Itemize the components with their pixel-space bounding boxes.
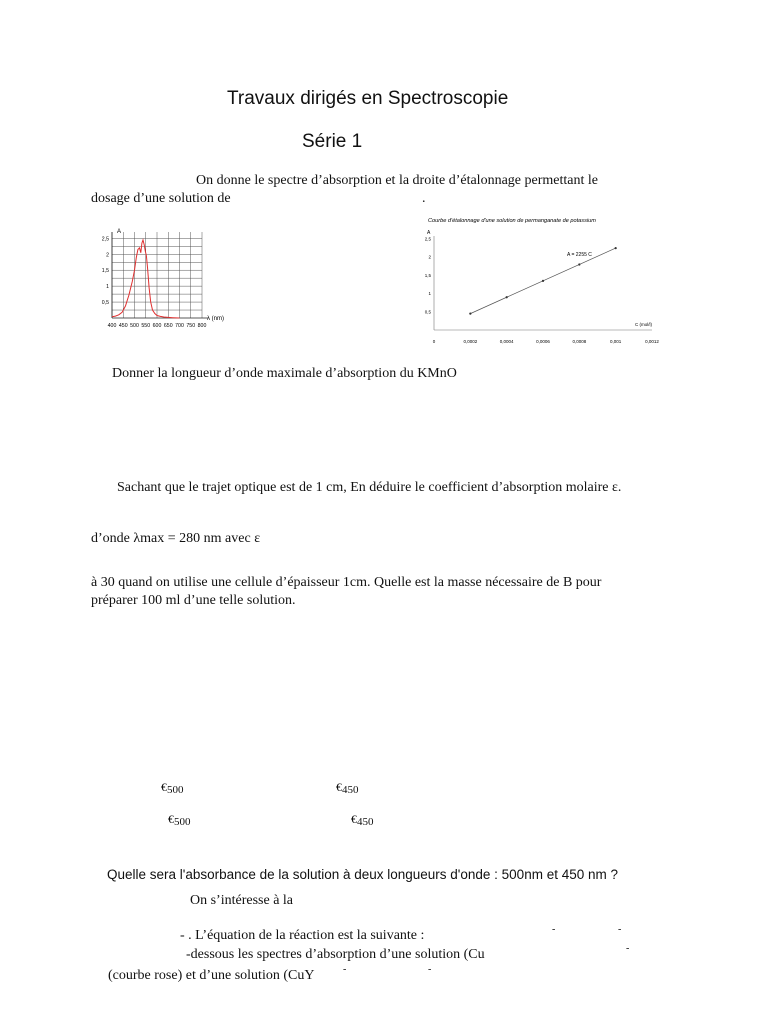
calibration-x-tick-label: 0,0008 [572,339,587,344]
intro-line-2-end: . [422,191,426,206]
question-2: Sachant que le trajet optique est de 1 cm, En déduire le coefficient d’absorption molaire ε. [117,480,622,495]
calibration-data-point [469,313,471,315]
spectrum-x-tick-label: 550 [141,323,151,329]
calibration-data-point [578,263,580,265]
question-3: d’onde λmax = 280 nm avec ε [91,531,261,546]
spectrum-x-tick-label: 650 [163,323,173,329]
intro-line-1: On donne le spectre d’absorption et la droite d’étalonnage permettant le [196,173,598,188]
calibration-x-tick-label: 0,001 [610,339,622,344]
spectrum-y-tick-label: 1,5 [101,268,109,275]
epsilon-450-row2: €450 [351,812,374,828]
spectrum-x-ticks [108,323,207,329]
absorption-spectrum-chart [90,224,250,336]
epsilon-500-row1: €500 [161,780,184,796]
spectrum-x-tick-label: 500 [130,323,139,329]
exercise-3-line-2-mark-2: - [618,924,622,935]
spectrum-x-tick-label: 600 [152,323,162,329]
exercise-3-line-3-mark: - [626,943,630,954]
calibration-y-label: A [427,230,431,236]
epsilon-500-row2: €500 [168,812,191,828]
calibration-x-tick-label: 0,0006 [536,339,550,344]
calibration-axes [434,236,652,330]
calibration-y-tick-label: 1 [428,291,431,297]
calibration-annotation: A = 2255 C [567,252,592,258]
question-4-line-1: à 30 quand on utilise une cellule d’épaisseur 1cm. Quelle est la masse nécessaire de B pour [91,575,602,590]
series-title: Série 1 [302,131,363,152]
spectrum-y-label: A [117,229,122,235]
spectrum-y-tick-label: 0,5 [101,300,109,307]
spectrum-x-tick-label: 700 [175,323,184,329]
spectrum-y-tick-label: 2 [106,252,109,259]
calibration-data-point [542,280,544,282]
exercise-3-line-2-mark-1: - [552,924,556,935]
calibration-title: Courbe d'étalonnage d'une solution de permanganate de potassium [428,218,596,224]
exercise-3-line-3: -dessous les spectres d’absorption d’une solution (Cu [186,947,485,962]
spectrum-x-tick-label: 800 [197,323,207,329]
calibration-data-point [615,247,617,249]
exercise-3-line-4-mark-2: - [428,964,432,975]
calibration-y-tick-label: 2 [428,254,431,260]
calibration-curve-chart [418,212,668,348]
spectrum-y-ticks [102,236,109,306]
question-5: Quelle sera l'absorbance de la solution à deux longueurs d'onde : 500nm et 450 nm ? [107,867,618,882]
question-1: Donner la longueur d’onde maximale d’absorption du KMnO [112,366,457,381]
calibration-y-tick-label: 2,5 [424,236,431,242]
spectrum-axes [112,232,208,318]
calibration-x-label: C (mol/l) [635,322,652,327]
calibration-x-tick-label: 0,0002 [463,339,478,344]
question-4-line-2: préparer 100 ml d’une telle solution. [91,593,296,608]
calibration-y-tick-label: 1,5 [424,272,431,278]
exercise-3-line-2: - . L’équation de la réaction est la suivante : [180,928,425,943]
calibration-x-tick-label: 0 [432,339,436,344]
spectrum-x-label: λ (nm) [207,316,224,322]
spectrum-x-tick-label: 450 [118,323,128,329]
calibration-y-tick-label: 0,5 [424,309,431,315]
exercise-3-start: On s’intéresse à la [190,893,294,908]
calibration-y-ticks [425,237,432,315]
spectrum-x-tick-label: 400 [107,323,117,329]
epsilon-450-row1: €450 [336,780,359,796]
calibration-points [469,247,617,315]
intro-line-2: dosage d’une solution de [91,191,231,206]
calibration-x-ticks [433,339,660,344]
exercise-3-line-4-mark-1: - [343,964,347,975]
calibration-data-point [506,296,508,298]
spectrum-y-tick-label: 2,5 [101,236,109,243]
exercise-3-line-4: (courbe rose) et d’une solution (CuY [108,968,315,983]
page-title: Travaux dirigés en Spectroscopie [227,88,509,109]
spectrum-y-tick-label: 1 [106,284,109,291]
calibration-x-tick-label: 0,0012 [645,339,659,344]
spectrum-x-tick-label: 750 [186,323,196,329]
calibration-x-tick-label: 0,0004 [499,339,514,344]
